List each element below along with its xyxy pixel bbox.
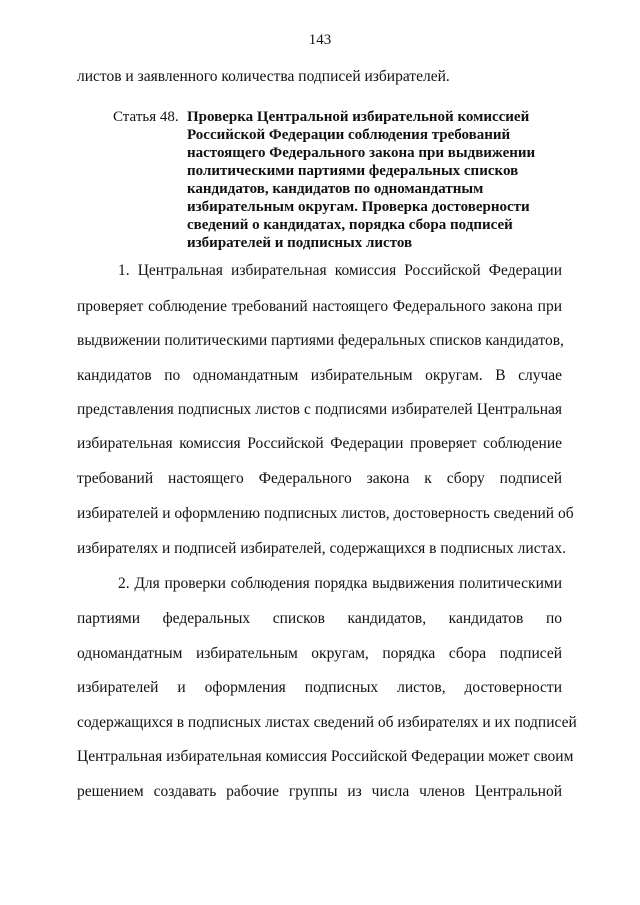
paragraph-line: проверяет соблюдение требований настоящего Федерального закона при: [77, 298, 562, 315]
paragraph-line: избирателей и оформлению подписных листов, достоверность сведений об: [77, 505, 574, 522]
paragraph-line: содержащихся в подписных листах сведений об избирателях и их подписей: [77, 714, 577, 731]
paragraph-line: 2. Для проверки соблюдения порядка выдвижения политическими: [118, 575, 562, 592]
paragraph-line: Центральная избирательная комиссия Российской Федерации может своим: [77, 748, 574, 765]
paragraph-line: избирателей и оформления подписных листов, достоверности: [77, 679, 562, 696]
paragraph-line: одномандатным избирательным округам, порядка сбора подписей: [77, 645, 562, 662]
paragraph-line: кандидатов по одномандатным избирательным округам. В случае: [77, 367, 562, 384]
paragraph-line: 1. Центральная избирательная комиссия Российской Федерации: [118, 262, 562, 279]
article-title-line: избирательным округам. Проверка достоверности: [187, 199, 530, 215]
paragraph-line: решением создавать рабочие группы из числа членов Центральной: [77, 783, 562, 800]
article-title-line: политическими партиями федеральных списков: [187, 163, 519, 179]
intro-line: листов и заявленного количества подписей избирателей.: [77, 68, 450, 85]
paragraph-line: избирательная комиссия Российской Федерации проверяет соблюдение: [77, 435, 562, 452]
paragraph-line: партиями федеральных списков кандидатов, кандидатов по: [77, 610, 562, 627]
paragraph-line: требований настоящего Федерального закона к сбору подписей: [77, 470, 562, 487]
paragraph-line: избирателях и подписей избирателей, содержащихся в подписных листах.: [77, 540, 567, 557]
article-title-line: настоящего Федерального закона при выдвижении: [187, 145, 536, 161]
page-number: 143: [308, 32, 332, 48]
article-title-line: Российской Федерации соблюдения требований: [187, 127, 511, 143]
paragraph-line: выдвижении политическими партиями федеральных списков кандидатов,: [77, 332, 564, 349]
paragraph-line: представления подписных листов с подписями избирателей Центральная: [77, 401, 562, 418]
article-title-line: сведений о кандидатах, порядка сбора подписей: [187, 217, 513, 233]
article-label: Статья 48.: [113, 109, 179, 125]
article-title-line: избирателей и подписных листов: [187, 235, 413, 251]
article-title-line: кандидатов, кандидатов по одномандатным: [187, 181, 484, 197]
article-title-line: Проверка Центральной избирательной комиссией: [187, 109, 530, 125]
